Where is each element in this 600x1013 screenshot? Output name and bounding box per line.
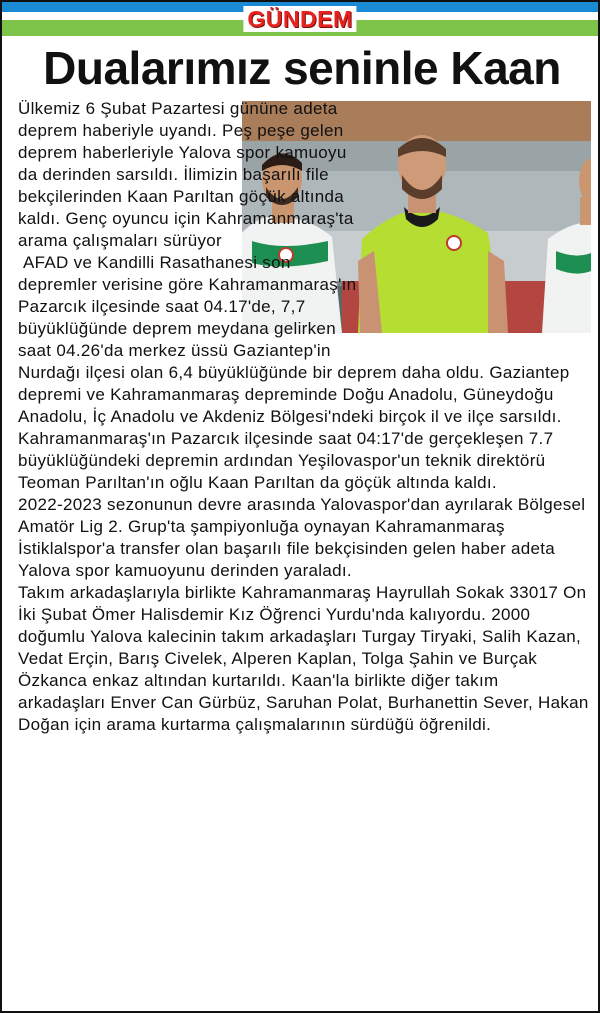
article-body [18,98,590,736]
section-banner [2,2,598,38]
article-paragraph: 2022-2023 sezonunun devre arasında Yalovaspor'dan ayrılarak Bölgesel Amatör Lig 2. Grup'ta şampiyonluğa oynayan Kahramanmaraş İstiklalspor'a transfer olan başarılı file bekçisinden gelen haber adeta Yalova spor kamuoyunu derinden yaraladı. [18,495,586,580]
article-paragraph: Ülkemiz 6 Şubat Pazartesi gününe adeta deprem haberiyle uyandı. Peş peşe gelen deprem haberleriyle Yalova spor kamuoyu da derinden sarsıldı. İlimizin başarılı file bekçilerinden Kaan Parıltan göçük altında kaldı. Genç oyuncu için Kahramanmaraş'ta arama çalışmaları sürüyor [18,99,354,250]
article-paragraph: Kahramanmaraş'ın Pazarcık ilçesinde saat 04:17'de gerçekleşen 7.7 büyüklüğündeki depremin ardından Yeşilovaspor'un teknik direktörü Teoman Parıltan'ın oğlu Kaan Parıltan da göçük altında kaldı. [18,429,554,492]
section-label: GÜNDEM [243,6,356,32]
photo-wrap-spacer [358,98,590,342]
article-paragraph: Takım arkadaşlarıyla birlikte Kahramanmaraş Hayrullah Sokak 33017 On İki Şubat Ömer Halisdemir Kız Öğrenci Yurdu'nda kalıyordu. 2000 doğumlu Yalova kalecinin takım arkadaşları Turgay Tiryaki, Salih Kazan, Vedat Erçin, Barış Civelek, Alperen Kaplan, Tolga Şahin ve Burçak Özkanca enkaz altından kurtarıldı. Kaan'la birlikte diğer takım arkadaşları Enver Can Gürbüz, Saruhan Polat, Burhanettin Sever, Hakan Doğan için arama kurtarma çalışmalarının sürdüğü öğrenildi. [18,583,589,734]
article-paragraph: AFAD ve Kandilli Rasathanesi son depremler verisine göre Kahramanmaraş'ın Pazarcık ilçesinde saat 04.17'de, 7,7 büyüklüğünde deprem meydana gelirken saat 04.26'da merkez üssü Gaziantep'in Nurdağı ilçesi olan 6,4 büyüklüğünde bir deprem daha oldu. Gaziantep depremi ve Kahramanmaraş depreminde Doğu Anadolu, Güneydoğu Anadolu, İç Anadolu ve Akdeniz Bölgesi'ndeki birçok il ve ilçe sarsıldı. [18,253,575,426]
headline: Dualarımız seninle Kaan [43,42,561,94]
